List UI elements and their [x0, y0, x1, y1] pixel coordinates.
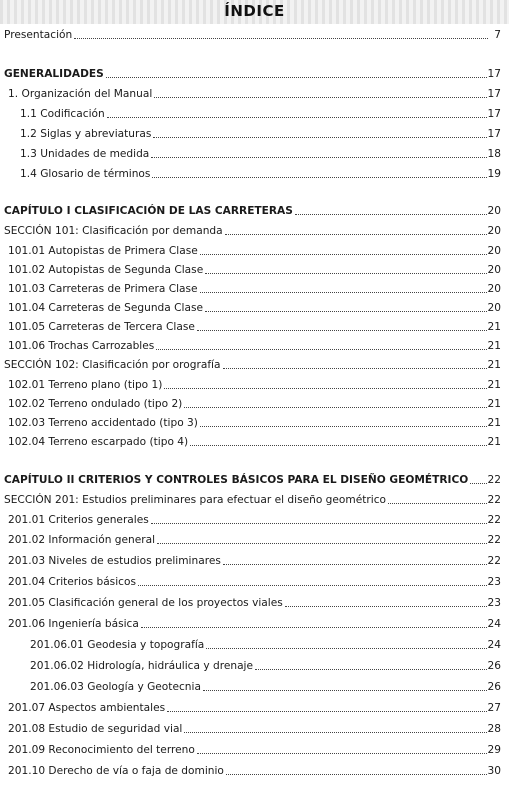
- toc-entry-page: 20: [487, 245, 501, 257]
- toc-entry[interactable]: [20, 125, 501, 141]
- toc-entry[interactable]: [4, 491, 501, 507]
- dot-leader: [74, 38, 488, 39]
- toc-entry-label: CAPÍTULO II CRITERIOS Y CONTROLES BÁSICOS PARA EL DISEÑO GEOMÉTRICO: [4, 474, 469, 486]
- toc-entry-label: 1.3 Unidades de medida: [20, 148, 150, 160]
- dot-leader: [200, 254, 487, 255]
- toc-entry-label: 201.03 Niveles de estudios preliminares: [8, 555, 221, 567]
- toc-entry-page: 30: [487, 765, 501, 777]
- toc-entry-label: 1.1 Codificación: [20, 108, 105, 120]
- toc-entry-page: 29: [487, 744, 501, 756]
- dot-leader: [106, 77, 487, 78]
- dot-leader: [156, 349, 486, 350]
- dot-leader: [141, 627, 487, 628]
- dot-leader: [107, 117, 487, 118]
- dot-leader: [225, 234, 487, 235]
- toc-entry-page: 28: [487, 723, 501, 735]
- toc-entry-label: 101.01 Autopistas de Primera Clase: [8, 245, 198, 257]
- toc-entry[interactable]: [8, 280, 501, 296]
- toc-entry-page: 22: [487, 514, 501, 526]
- toc-entry-label: 201.05 Clasificación general de los proyectos viales: [8, 597, 283, 609]
- toc-entry[interactable]: [8, 376, 501, 392]
- toc-entry-label: 201.08 Estudio de seguridad vial: [8, 723, 183, 735]
- toc-entry-page: 22: [487, 534, 501, 546]
- dot-leader: [206, 648, 486, 649]
- toc-entry-label: 201.02 Información general: [8, 534, 156, 546]
- toc-entry[interactable]: [8, 699, 501, 715]
- toc-entry-label: 102.02 Terreno ondulado (tipo 2): [8, 398, 183, 410]
- toc-entry-page: 21: [487, 379, 501, 391]
- dot-leader: [205, 273, 486, 274]
- toc-entry[interactable]: [8, 531, 501, 547]
- toc-entry[interactable]: [8, 414, 501, 430]
- toc-entry-label: GENERALIDADES: [4, 68, 104, 80]
- toc-entry-label: 1.4 Glosario de términos: [20, 168, 151, 180]
- dot-leader: [151, 523, 487, 524]
- dot-leader: [197, 330, 487, 331]
- toc-entry[interactable]: [8, 762, 501, 778]
- toc-entry-label: 102.04 Terreno escarpado (tipo 4): [8, 436, 189, 448]
- toc-entry-label: 201.06.02 Hidrología, hidráulica y drenaje: [30, 660, 254, 672]
- toc-entry-label: 201.06.01 Geodesia y topografía: [30, 639, 205, 651]
- dot-leader: [255, 669, 486, 670]
- toc-entry-page: 24: [487, 639, 501, 651]
- toc-entry[interactable]: [8, 318, 501, 334]
- toc-entry[interactable]: [8, 511, 501, 527]
- toc-entry-page: 26: [487, 681, 501, 693]
- toc-entry-page: 21: [487, 321, 501, 333]
- toc-entry[interactable]: [8, 615, 501, 631]
- dot-leader: [200, 292, 487, 293]
- dot-leader: [223, 368, 487, 369]
- toc-entry-page: 21: [487, 398, 501, 410]
- toc-entry-label: 101.04 Carreteras de Segunda Clase: [8, 302, 203, 314]
- dot-leader: [470, 483, 486, 484]
- dot-leader: [184, 407, 486, 408]
- toc-entry-page: 20: [487, 225, 501, 237]
- toc-entry-page: 20: [487, 302, 501, 314]
- toc-entry-page: 20: [487, 283, 501, 295]
- toc-entry-label: CAPÍTULO I CLASIFICACIÓN DE LAS CARRETERAS: [4, 205, 293, 217]
- toc-entry[interactable]: [20, 145, 501, 161]
- toc-entry-page: 17: [487, 68, 501, 80]
- dot-leader: [153, 137, 486, 138]
- toc-entry-page: 20: [487, 205, 501, 217]
- dot-leader: [197, 753, 487, 754]
- toc-entry[interactable]: [30, 636, 501, 652]
- toc-entry[interactable]: [30, 657, 501, 673]
- dot-leader: [200, 426, 487, 427]
- toc-entry-label: 1.2 Siglas y abreviaturas: [20, 128, 152, 140]
- dot-leader: [205, 311, 487, 312]
- toc-entry-page: 17: [487, 108, 501, 120]
- toc-entry[interactable]: [30, 678, 501, 694]
- toc-entry-page: 19: [487, 168, 501, 180]
- toc-entry-label: 201.06.03 Geología y Geotecnia: [30, 681, 201, 693]
- dot-leader: [167, 711, 486, 712]
- dot-leader: [138, 585, 487, 586]
- toc-entry-page: 22: [487, 494, 501, 506]
- toc-entry-label: SECCIÓN 201: Estudios preliminares para efectuar el diseño geométrico: [4, 494, 387, 506]
- dot-leader: [223, 564, 487, 565]
- toc-entry-label: 201.06 Ingeniería básica: [8, 618, 139, 630]
- toc-entry-label: SECCIÓN 101: Clasificación por demanda: [4, 225, 223, 237]
- toc-entry-page: 17: [487, 88, 501, 100]
- toc-entry-page: 27: [487, 702, 501, 714]
- toc-entry[interactable]: [4, 202, 501, 218]
- toc-entry[interactable]: [8, 573, 501, 589]
- toc-entry-page: 26: [487, 660, 501, 672]
- toc-entry[interactable]: [8, 85, 501, 101]
- dot-leader: [164, 388, 486, 389]
- toc-entry-page: 17: [487, 128, 501, 140]
- dot-leader: [285, 606, 487, 607]
- toc-entry-page: 18: [487, 148, 501, 160]
- dot-leader: [154, 97, 486, 98]
- dot-leader: [184, 732, 486, 733]
- toc-entry-page: 21: [487, 417, 501, 429]
- toc-entry[interactable]: [8, 741, 501, 757]
- toc-entry-label: 102.03 Terreno accidentado (tipo 3): [8, 417, 198, 429]
- toc-entry-page: 23: [487, 576, 501, 588]
- toc-entry[interactable]: [8, 433, 501, 449]
- toc-entry-page: 23: [487, 597, 501, 609]
- toc-entry-label: 1. Organización del Manual: [8, 88, 153, 100]
- toc-entry-page: 21: [487, 359, 501, 371]
- toc-entry[interactable]: [20, 165, 501, 181]
- toc-entry[interactable]: [8, 720, 501, 736]
- dot-leader: [190, 445, 486, 446]
- toc-entry-page: 22: [487, 474, 501, 486]
- toc-entry-label: 101.03 Carreteras de Primera Clase: [8, 283, 198, 295]
- toc-entry[interactable]: [8, 261, 501, 277]
- toc-entry-page: 21: [487, 436, 501, 448]
- toc-entry[interactable]: [8, 552, 501, 568]
- toc-entry-label: SECCIÓN 102: Clasificación por orografía: [4, 359, 221, 371]
- toc-entry[interactable]: [8, 395, 501, 411]
- dot-leader: [157, 543, 486, 544]
- toc-entry[interactable]: [4, 65, 501, 81]
- dot-leader: [295, 214, 487, 215]
- toc-entry-label: 101.02 Autopistas de Segunda Clase: [8, 264, 204, 276]
- toc-entry-label: 101.06 Trochas Carrozables: [8, 340, 155, 352]
- toc-entry-label: Presentación: [4, 29, 73, 41]
- toc-entry-page: 20: [487, 264, 501, 276]
- dot-leader: [152, 177, 486, 178]
- page-title: ÍNDICE: [224, 2, 285, 20]
- toc-entry[interactable]: [4, 222, 501, 238]
- toc-entry[interactable]: [8, 594, 501, 610]
- toc-entry[interactable]: [8, 242, 501, 258]
- toc-entry[interactable]: [8, 299, 501, 315]
- toc-entry-label: 101.05 Carreteras de Tercera Clase: [8, 321, 195, 333]
- toc-entry-page: 7: [494, 29, 501, 41]
- dot-leader: [226, 774, 487, 775]
- toc-entry-label: 102.01 Terreno plano (tipo 1): [8, 379, 163, 391]
- toc-entry-label: 201.10 Derecho de vía o faja de dominio: [8, 765, 224, 777]
- toc-entry-page: 22: [487, 555, 501, 567]
- toc-entry[interactable]: [8, 337, 501, 353]
- dot-leader: [151, 157, 486, 158]
- toc-entry[interactable]: [4, 26, 501, 42]
- toc-entry-page: 21: [487, 340, 501, 352]
- toc-entry[interactable]: [20, 105, 501, 121]
- toc-entry-label: 201.09 Reconocimiento del terreno: [8, 744, 195, 756]
- dot-leader: [388, 503, 487, 504]
- toc-entry-page: 24: [487, 618, 501, 630]
- toc-entry-label: 201.01 Criterios generales: [8, 514, 149, 526]
- toc-entry-label: 201.04 Criterios básicos: [8, 576, 136, 588]
- dot-leader: [203, 690, 487, 691]
- toc-entry[interactable]: [4, 356, 501, 372]
- toc-entry[interactable]: [4, 471, 501, 487]
- toc-entry-label: 201.07 Aspectos ambientales: [8, 702, 166, 714]
